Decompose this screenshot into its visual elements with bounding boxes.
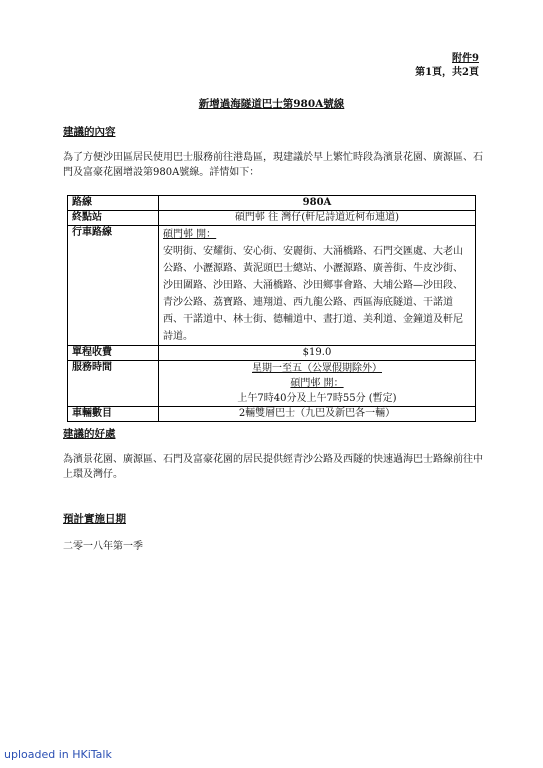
vehicles-value: 2輛雙層巴士（九巴及新巴各一輛） (159, 407, 476, 422)
path-cell (159, 226, 476, 346)
fare-value: $19.0 (159, 346, 476, 361)
route-value: 980A (159, 196, 476, 211)
table-row (68, 226, 476, 346)
benefit-text: 為濱景花園、廣源區、石門及富豪花園的居民提供經青沙公路及西隧的快速過海巴士路線前往中上環及灣仔。 (63, 454, 483, 480)
annex-label: 附件9 (452, 53, 479, 64)
content-heading: 建議的內容 (63, 126, 116, 138)
route-details-table (67, 195, 476, 422)
date-text: 二零一八年第一季 (63, 541, 143, 552)
table-row (68, 346, 476, 361)
hours-cell (159, 361, 476, 407)
vehicles-label: 車輛數目 (68, 407, 159, 422)
document-title: 新增過海隧道巴士第980A號線 (198, 98, 345, 110)
content-text: 為了方便沙田區居民使用巴士服務前往港島區，現建議於早上繁忙時段為濱景花園、廣源區、石門及富豪花園增設第980A號線。詳情如下： (63, 152, 483, 178)
table-row (68, 407, 476, 422)
table-row (68, 211, 476, 226)
date-heading: 預計實施日期 (63, 513, 126, 525)
hours-origin: 碩門邨 開： (290, 378, 344, 389)
path-origin: 碩門邨 開： (163, 229, 217, 240)
page-info: 第1頁，共2頁 (415, 67, 479, 78)
benefit-heading: 建議的好處 (63, 428, 116, 440)
fare-label: 單程收費 (68, 346, 159, 361)
hours-times: 上午7時40分及上午7時55分 (暫定) (237, 393, 397, 404)
terminus-value: 碩門邨 往 灣仔(軒尼詩道近柯布連道) (159, 211, 476, 226)
table-row (68, 361, 476, 407)
upload-watermark: uploaded in HKiTalk (4, 748, 112, 761)
terminus-label: 終點站 (68, 211, 159, 226)
hours-label: 服務時間 (68, 361, 159, 407)
route-label: 路線 (68, 196, 159, 211)
path-label: 行車路線 (68, 226, 159, 346)
annex-header (415, 52, 479, 80)
table-row (68, 196, 476, 211)
path-value: 安明街、安耀街、安心街、安麗街、大涌橋路、石門交匯處、大老山公路、小瀝源路、黃泥頭巴士總站、小瀝源路、廣善街、牛皮沙街、沙田圍路、沙田路、大涌橋路、沙田鄉事會路、大埔公路—沙田段、青沙公路、荔寶路、連翔道、西九龍公路、西區海底隧道、干諾道西、干諾道中、林士街、德輔道中、晝打道、美利道、金鐘道及軒尼詩道。 (163, 246, 463, 342)
hours-days: 星期一至五（公眾假期除外） (252, 363, 382, 374)
